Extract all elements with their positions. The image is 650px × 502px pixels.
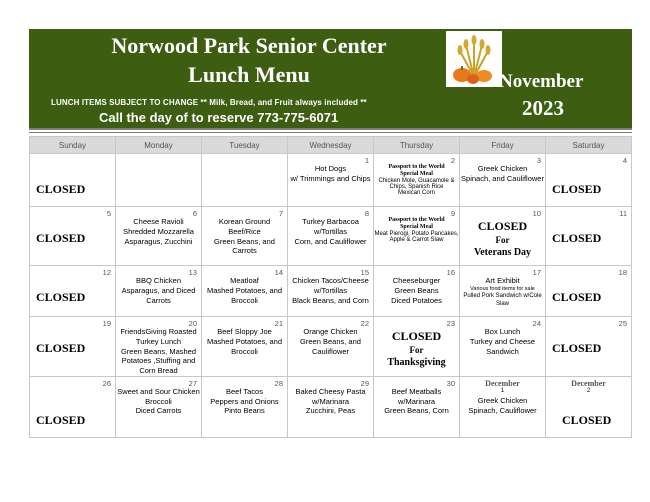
next-month-label: December: [571, 378, 606, 388]
subject-to-change-note: LUNCH ITEMS SUBJECT TO CHANGE ** Milk, Bread, and Fruit always included **: [51, 98, 367, 107]
day-number: 26: [102, 378, 111, 388]
calendar-day-cell: [374, 376, 460, 437]
day-number: 17: [532, 268, 541, 277]
calendar-day-cell: [546, 154, 632, 207]
meal-items: [202, 207, 287, 256]
day-number: 30: [446, 378, 455, 388]
meal-line: Green Beans, Mashed Potatoes ,Stuffing and Corn Bread: [120, 346, 197, 375]
holiday-name: Thanksgiving: [387, 357, 446, 369]
day-number: 22: [360, 319, 369, 328]
weekday-header-row: [30, 137, 632, 154]
weekday-header: Wednesday: [288, 137, 374, 154]
calendar-day-cell: [546, 207, 632, 266]
calendar-day-cell: [202, 207, 288, 266]
day-number: 25: [618, 319, 627, 328]
meal-line: Hot Dogs: [314, 164, 347, 173]
meal-line: FriendsGiving Roasted Turkey Lunch: [120, 327, 197, 346]
meal-line: Greek Chicken: [477, 395, 528, 405]
meal-line: Pulled Pork Sandwich w/Cole Slaw: [463, 292, 542, 307]
closed-label: CLOSED: [36, 412, 86, 427]
calendar-day-cell: [374, 266, 460, 317]
closed-label: CLOSED: [552, 341, 602, 355]
meal-line: Mexican Corn: [397, 189, 435, 196]
meal-items: [374, 231, 459, 243]
day-number: 2: [450, 156, 455, 165]
meal-line: Spinach, Cauliflower: [468, 405, 537, 415]
meal-items: [288, 154, 373, 184]
closed-label: CLOSED: [562, 412, 612, 427]
day-number: 28: [274, 378, 283, 388]
day-number: 2: [586, 387, 591, 394]
meal-line: Box Lunch: [484, 327, 521, 336]
closed-label: CLOSED: [477, 219, 528, 233]
weekday-header: Friday: [460, 137, 546, 154]
weekday-header: Thursday: [374, 137, 460, 154]
meal-items: [116, 207, 201, 246]
calendar-day-cell: [202, 154, 288, 207]
meal-line: Asparagus, Zucchini: [124, 236, 193, 246]
divider-line: [29, 128, 632, 130]
meal-line: Meat Pierogi, Potato Pancakes, Apple & Carrot Slaw: [374, 230, 459, 243]
calendar-day-cell: [460, 266, 546, 317]
center-name: Norwood Park Senior Center: [111, 33, 387, 58]
meal-line: Korean Ground Beef/Rice: [218, 217, 271, 236]
holiday-name: Veterans Day: [473, 247, 532, 259]
closed-for-label: For: [495, 234, 510, 245]
meal-line: Greek Chicken: [477, 164, 528, 173]
calendar-day-cell: [30, 376, 116, 437]
day-number: 29: [360, 378, 369, 388]
calendar-day-cell: [30, 207, 116, 266]
calendar-grid: [29, 136, 632, 438]
meal-line: Green Beans, Corn: [384, 406, 449, 416]
calendar-day-cell: [460, 207, 546, 266]
calendar-day-cell: [116, 266, 202, 317]
meal-line: Pinto Beans: [224, 406, 265, 416]
meal-line: Shredded Mozzarella: [123, 226, 194, 236]
calendar-week-row: [30, 266, 632, 317]
meal-line: Diced Potatoes: [391, 295, 442, 305]
meal-line: Mashed Potatoes, and Broccoli: [206, 285, 283, 305]
calendar-day-cell: [460, 376, 546, 437]
calendar-day-cell: [116, 207, 202, 266]
special-meal-title: Special Meal: [400, 223, 433, 230]
calendar-day-cell: [202, 317, 288, 377]
next-month-label: December: [485, 378, 520, 388]
meal-line: Broccoli: [145, 396, 172, 406]
calendar-day-cell: [202, 376, 288, 437]
day-number: 4: [622, 156, 627, 165]
day-number: 13: [188, 268, 197, 277]
calendar-day-cell: [374, 154, 460, 207]
meal-line: Art Exhibit: [485, 276, 520, 285]
closed-label: CLOSED: [36, 182, 86, 196]
calendar-day-cell: [30, 266, 116, 317]
special-meal-block: [374, 154, 459, 178]
meal-line: Spinach, and Cauliflower: [461, 173, 544, 183]
calendar-day-cell: [288, 317, 374, 377]
closed-label: CLOSED: [36, 341, 86, 355]
meal-items: [460, 394, 545, 416]
meal-items: [288, 207, 373, 246]
day-number: 9: [450, 209, 455, 218]
day-number: 7: [278, 209, 283, 218]
calendar-day-cell: [374, 317, 460, 377]
meal-line: Chicken Mole, Guacamole & Chips, Spanish Rice: [378, 177, 455, 190]
day-number: 15: [360, 268, 369, 277]
day-number: 8: [364, 209, 369, 218]
meal-line: Beef Meatballs w/Marinara: [391, 386, 442, 406]
meal-line: Turkey and Cheese Sandwich: [469, 336, 536, 356]
meal-line: Sweet and Sour Chicken: [117, 386, 200, 396]
day-number: 1: [364, 156, 369, 165]
meal-line: Corn, and Cauliflower: [294, 236, 367, 246]
day-number: 3: [536, 156, 541, 165]
day-number: 27: [188, 378, 197, 388]
calendar-day-cell: [546, 317, 632, 377]
day-number: 18: [618, 268, 627, 277]
calendar-day-cell: [116, 154, 202, 207]
meal-items: [460, 154, 545, 184]
meal-line: Peppers and Onions: [210, 396, 279, 406]
calendar-day-cell: [30, 317, 116, 377]
closed-label: CLOSED: [36, 231, 86, 245]
meal-line: Mashed Potatoes, and Broccoli: [206, 336, 283, 356]
meal-line: Black Beans, and Corn: [292, 295, 369, 305]
day-number: 11: [619, 209, 627, 218]
special-meal-title: Passport to the World: [388, 217, 445, 223]
calendar-day-cell: [460, 154, 546, 207]
calendar-day-cell: [116, 376, 202, 437]
day-number: 10: [532, 209, 541, 218]
meal-line: Beef Sloppy Joe: [217, 327, 272, 336]
special-meal-title: Passport to the World: [388, 164, 445, 170]
closed-label: CLOSED: [36, 290, 86, 304]
meal-line: Green Beans: [394, 285, 439, 295]
day-number: 6: [192, 209, 197, 218]
day-number: 1: [500, 387, 505, 394]
meal-line: Meatloaf: [230, 276, 259, 285]
calendar-week-row: [30, 207, 632, 266]
day-number: 14: [274, 268, 283, 277]
meal-line: w/ Trimmings and Chips: [290, 173, 371, 183]
meal-line: Green Beans, and Carrots: [214, 236, 275, 256]
day-number: 21: [274, 319, 283, 328]
year-label: 2023: [522, 96, 564, 120]
calendar-day-cell: [288, 266, 374, 317]
meal-line: Asparagus, and Diced Carrots: [121, 285, 196, 305]
special-meal-title: Special Meal: [400, 170, 433, 177]
calendar-day-cell: [460, 317, 546, 377]
calendar-day-cell: [288, 376, 374, 437]
calendar-day-cell: [288, 154, 374, 207]
calendar-day-cell: [374, 207, 460, 266]
meal-line: Diced Carrots: [135, 406, 182, 416]
meal-line: Cheese Ravioli: [133, 217, 184, 226]
meal-line: BBQ Chicken: [135, 276, 182, 285]
calendar-week-row: [30, 154, 632, 207]
closed-label: CLOSED: [391, 329, 442, 343]
day-number: 24: [532, 319, 541, 328]
divider-line: [29, 132, 632, 133]
meal-items: [374, 178, 459, 196]
day-number: 5: [106, 209, 111, 218]
reservation-phone: Call the day of to reserve 773-775-6071: [99, 110, 339, 125]
calendar-day-cell: [116, 317, 202, 377]
meal-line: Cheeseburger: [392, 276, 441, 285]
meal-line: Zucchini, Peas: [305, 406, 356, 416]
calendar-day-cell: [546, 376, 632, 437]
calendar-day-cell: [288, 207, 374, 266]
day-number: 16: [446, 268, 455, 277]
meal-line: Chicken Tacos/Cheese w/Tortillas: [292, 276, 369, 295]
closed-label: CLOSED: [552, 231, 602, 245]
calendar-week-row: [30, 317, 632, 377]
special-meal-block: [374, 207, 459, 231]
harvest-wheat-pumpkin-icon: [446, 31, 502, 87]
weekday-header: Monday: [116, 137, 202, 154]
closed-label: CLOSED: [552, 290, 602, 304]
calendar-day-cell: [30, 154, 116, 207]
weekday-header: Tuesday: [202, 137, 288, 154]
calendar-day-cell: [202, 266, 288, 317]
meal-line: Orange Chicken: [303, 327, 358, 336]
meal-line: Baked Cheesy Pasta w/Marinara: [295, 386, 366, 406]
closed-for-label: For: [409, 344, 424, 355]
meal-note: Various food items for sale: [470, 285, 535, 292]
day-number: 19: [102, 319, 111, 328]
day-number: 23: [446, 319, 455, 328]
meal-line: Beef Tacos: [226, 386, 263, 396]
calendar-day-cell: [546, 266, 632, 317]
month-label: November: [499, 71, 584, 92]
menu-title: Lunch Menu: [188, 62, 310, 87]
day-number: 20: [188, 319, 197, 328]
closed-label: CLOSED: [552, 182, 602, 196]
meal-line: Turkey Barbacoa w/Tortillas: [302, 217, 359, 236]
meal-line: Green Beans, and Cauliflower: [300, 336, 361, 356]
day-number: 12: [102, 268, 111, 277]
weekday-header: Sunday: [30, 137, 116, 154]
header-banner: [29, 29, 632, 128]
calendar-week-row: [30, 376, 632, 437]
weekday-header: Saturday: [546, 137, 632, 154]
